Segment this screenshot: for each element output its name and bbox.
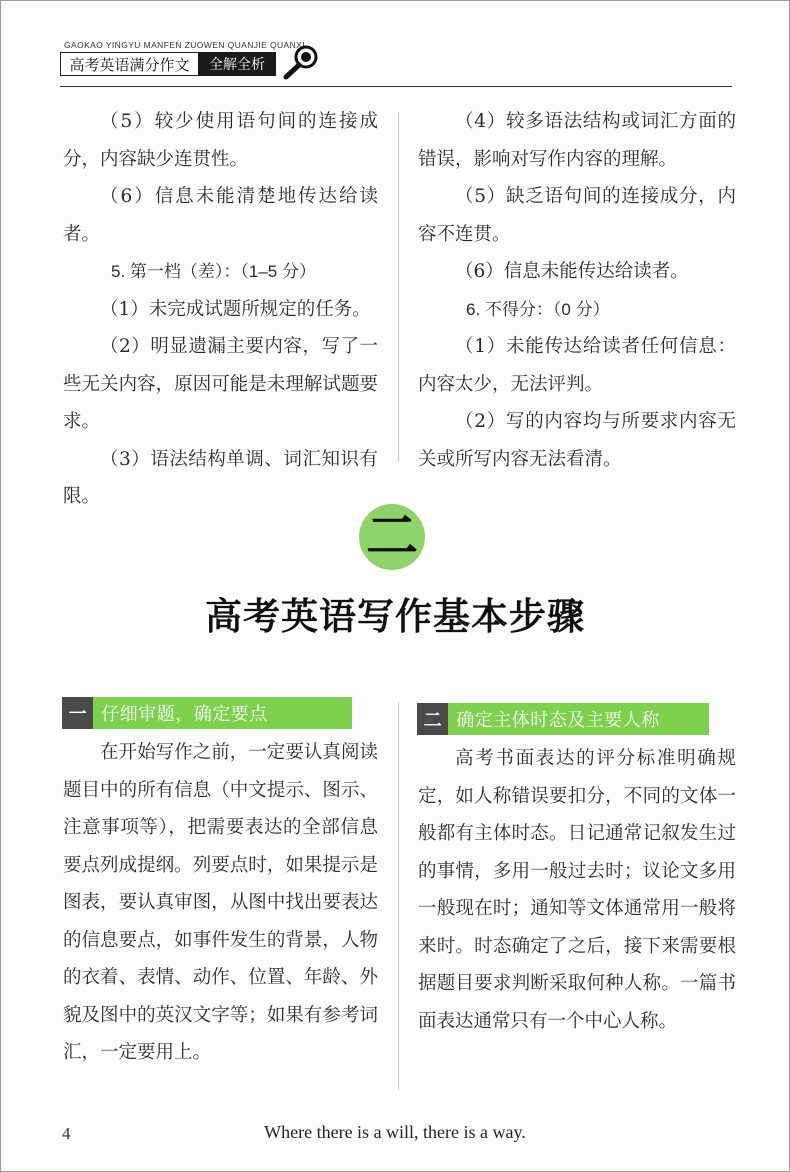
criteria-item: （2）写的内容均与所要求内容无关或所写内容无法看清。 bbox=[418, 411, 736, 470]
footer-motto: Where there is a will, there is a way. bbox=[264, 1122, 526, 1142]
section-1-title: 仔细审题，确定要点 bbox=[93, 697, 352, 729]
section-1-number: 一 bbox=[62, 697, 93, 729]
right-column-top bbox=[418, 103, 736, 478]
section-bar-1 bbox=[62, 697, 352, 729]
criteria-item: （5）较少使用语句间的连接成分，内容缺少连贯性。 bbox=[63, 111, 378, 170]
header-rule bbox=[60, 86, 732, 87]
criteria-item: （6）信息未能清楚地传达给读者。 bbox=[63, 186, 378, 245]
section-1-body-wrap bbox=[63, 734, 378, 1072]
criteria-heading: 6. 不得分：（0 分） bbox=[466, 299, 610, 319]
criteria-heading: 5. 第一档（差）：（1–5 分） bbox=[111, 262, 316, 281]
section-bar-2 bbox=[417, 703, 709, 735]
column-divider-top bbox=[398, 112, 399, 462]
section-2-body-wrap bbox=[418, 740, 736, 1040]
criteria-item: （4）较多语法结构或词汇方面的错误，影响对写作内容的理解。 bbox=[418, 111, 736, 170]
criteria-item: （2）明显遗漏主要内容，写了一些无关内容，原因可能是未理解试题要求。 bbox=[63, 336, 378, 432]
criteria-item: （1）未完成试题所规定的任务。 bbox=[100, 298, 371, 320]
criteria-item: （5）缺乏语句间的连接成分，内容不连贯。 bbox=[418, 186, 736, 245]
chapter-title: 高考英语写作基本步骤 bbox=[205, 595, 585, 638]
left-column-top bbox=[63, 103, 378, 516]
section-2-title: 确定主体时态及主要人称 bbox=[448, 703, 709, 735]
section-2-number: 二 bbox=[417, 703, 448, 735]
header-pinyin: GAOKAO YINGYU MANFEN ZUOWEN QUANJIE QUANXI bbox=[64, 40, 305, 50]
page-number: 4 bbox=[62, 1124, 71, 1143]
section-2-body: 高考书面表达的评分标准明确规定，如人称错误要扣分，不同的文体一般都有主体时态。日记通常记叙发生过的事情，多用一般过去时；议论文多用一般现在时；通知等文体通常用一般将来时。时态确定了之后，接下来需要根据题目要求判断采取何种人称。一篇书面表达通常只有一个中心人称。 bbox=[418, 748, 736, 1032]
book-title: 高考英语满分作文 bbox=[60, 52, 198, 76]
chapter-number-circle: 二 bbox=[359, 504, 425, 570]
criteria-item: （3）语法结构单调、词汇知识有限。 bbox=[63, 448, 378, 507]
magnifier-icon bbox=[280, 42, 324, 82]
book-tag: 全解全析 bbox=[198, 52, 276, 76]
column-divider-bottom bbox=[398, 702, 399, 1090]
criteria-item: （6）信息未能传达给读者。 bbox=[455, 261, 689, 282]
criteria-item: （1）未能传达给读者任何信息：内容太少，无法评判。 bbox=[418, 336, 736, 395]
section-1-body: 在开始写作之前，一定要认真阅读题目中的所有信息（中文提示、图示、注意事项等），把需要表达的全部信息要点列成提纲。列要点时，如果提示是图表，要认真审图，从图中找出要表达的信息要点，如事件发生的背景，人物的衣着、表情、动作、位置、年龄、外貌及图中的英汉文字等；如果有参考词汇，一定要用上。 bbox=[63, 742, 378, 1063]
